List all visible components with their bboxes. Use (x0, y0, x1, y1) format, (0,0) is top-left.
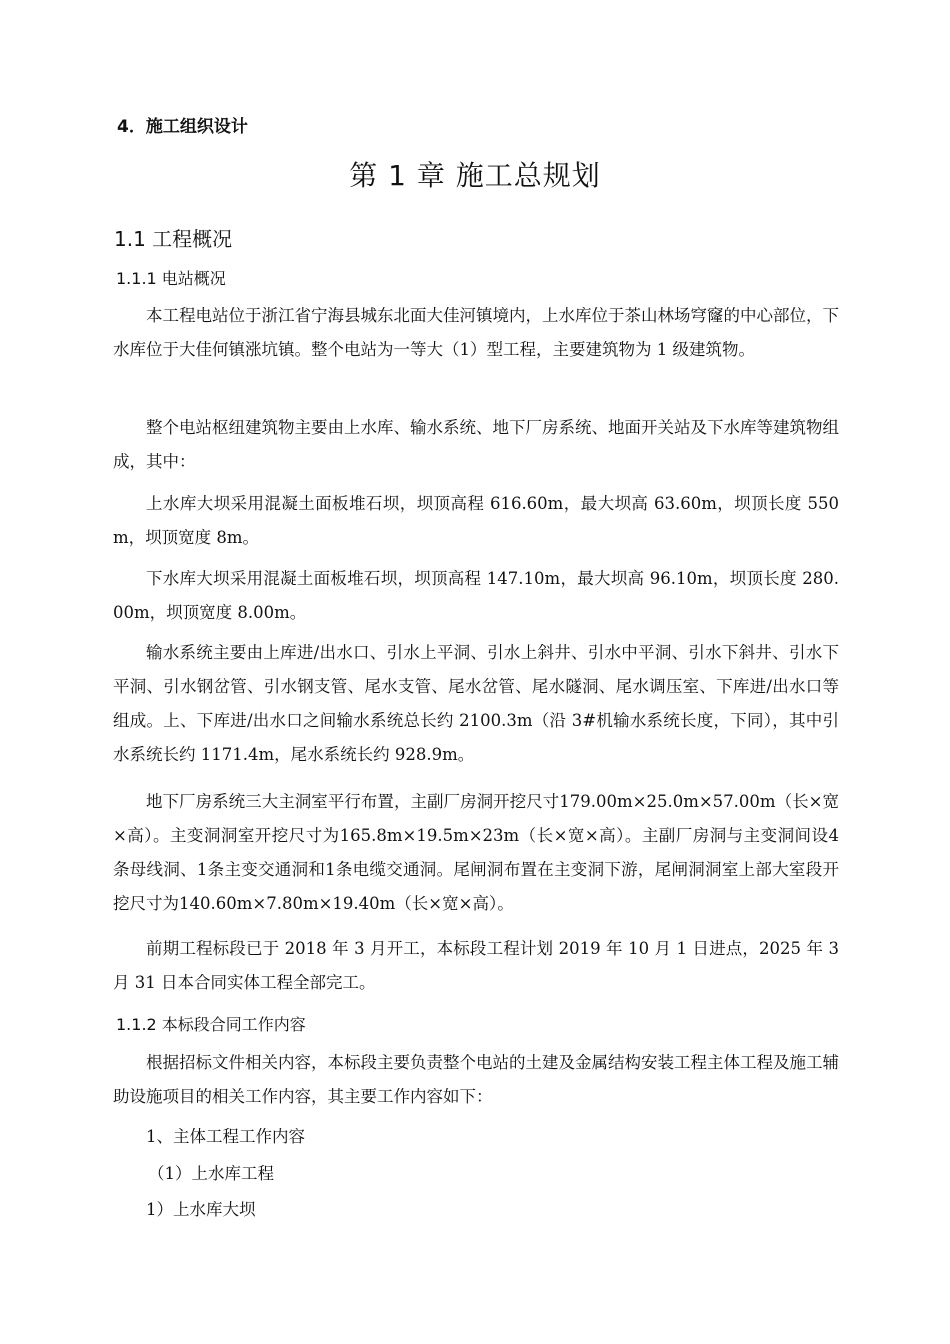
paragraph-lower-dam: 下水库大坝采用混凝土面板堆石坝，坝顶高程 147.10m，最大坝高 96.10m，坝顶长度 280.00m，坝顶宽度 8.00m。 (113, 569, 839, 622)
section-label: 4．施工组织设计 (117, 117, 248, 137)
list-item: 1、主体工程工作内容 (146, 1127, 305, 1146)
paragraph-schedule: 前期工程标段已于 2018 年 3 月开工，本标段工程计划 2019 年 10 月 1 日进点，2025 年 3 月 31 日本合同实体工程全部完工。 (113, 939, 839, 992)
paragraph-scope: 根据招标文件相关内容，本标段主要负责整个电站的土建及金属结构安装工程主体工程及施工辅助设施项目的相关工作内容，其主要工作内容如下： (113, 1053, 839, 1106)
paragraph-water-system: 输水系统主要由上库进/出水口、引水上平洞、引水上斜井、引水中平洞、引水下斜井、引水下平洞、引水钢岔管、引水钢支管、尾水支管、尾水岔管、尾水隧洞、尾水调压室、下库进/出水口等组成。上、下库进/出水口之间输水系统总长约 2100.3m（沿 3#机输水系统长度，下同），其中引水系统长约 1171.4m，尾水系统长约 928.9m。 (113, 643, 839, 764)
heading-1-1-2: 1.1.2 本标段合同工作内容 (116, 1015, 306, 1034)
chapter-title: 第 1 章 施工总规划 (349, 159, 601, 192)
list-item: （1）上水库工程 (148, 1164, 274, 1183)
heading-1-1-1: 1.1.1 电站概况 (116, 269, 226, 288)
list-item: 1）上水库大坝 (146, 1200, 256, 1219)
paragraph-powerhouse: 地下厂房系统三大主洞室平行布置，主副厂房洞开挖尺寸179.00m×25.0m×57.00m（长×宽×高）。主变洞洞室开挖尺寸为165.8m×19.5m×23m（长×宽×高）。主副厂房洞与主变洞间设4条母线洞、1条主变交通洞和1条电缆交通洞。尾闸洞布置在主变洞下游，尾闸洞洞室上部大室段开挖尺寸为140.60m×7.80m×19.40m（长×宽×高）。 (113, 792, 839, 913)
heading-1-1: 1.1 工程概况 (114, 227, 233, 251)
paragraph-structures: 整个电站枢纽建筑物主要由上水库、输水系统、地下厂房系统、地面开关站及下水库等建筑物组成，其中： (113, 418, 839, 471)
paragraph-upper-dam: 上水库大坝采用混凝土面板堆石坝，坝顶高程 616.60m，最大坝高 63.60m，坝顶长度 550m，坝顶宽度 8m。 (113, 494, 839, 547)
paragraph-location: 本工程电站位于浙江省宁海县城东北面大佳河镇境内，上水库位于茶山林场穹窿的中心部位，下水库位于大佳何镇涨坑镇。整个电站为一等大（1）型工程，主要建筑物为 1 级建筑物。 (113, 306, 839, 359)
